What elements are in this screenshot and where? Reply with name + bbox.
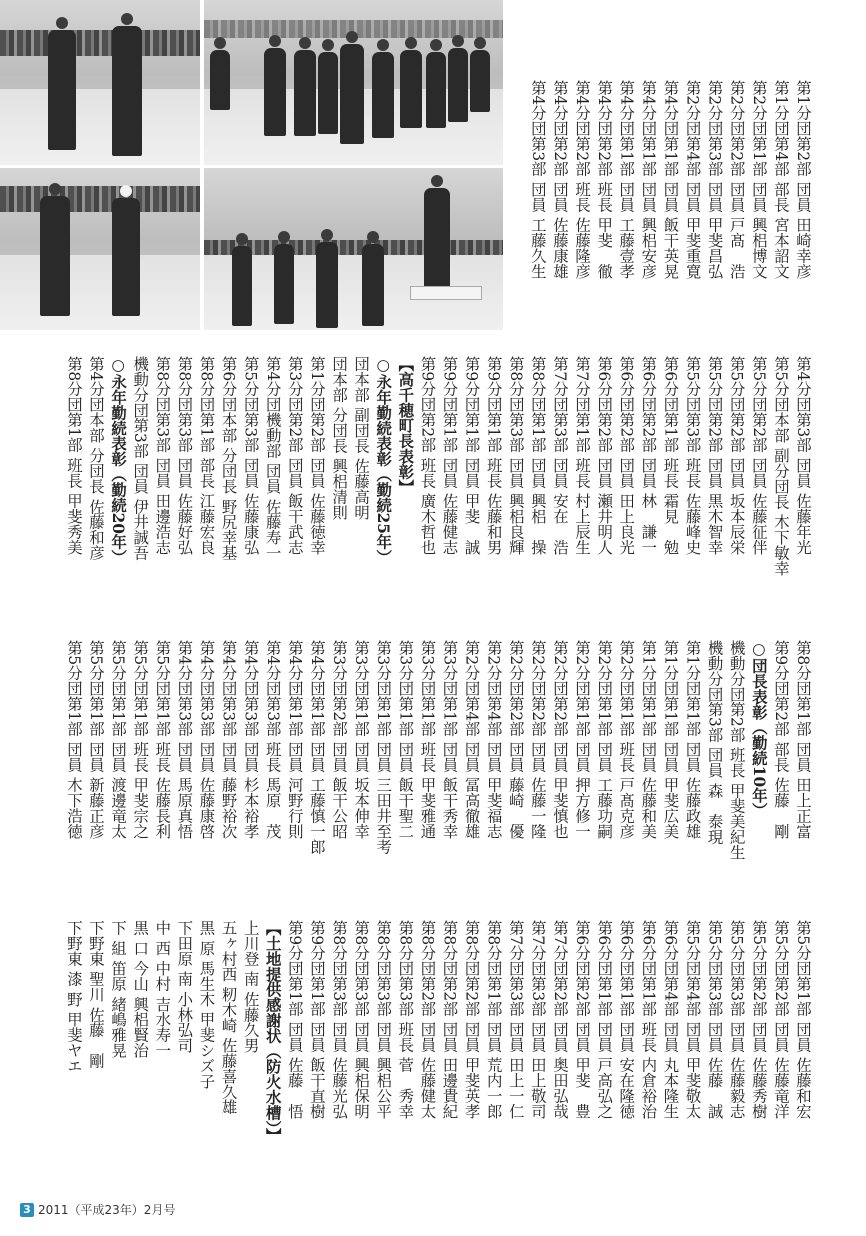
award-entry: 第1分団第4部 部長 宮本詔文 <box>771 80 790 279</box>
award-entry: 下田原 南 小林弘司 <box>175 920 194 1053</box>
section-heading: ○永年勤続表彰（勤続25年） <box>374 356 393 565</box>
award-entry: 第8分団第3部 団員 興梠良輝 <box>506 356 525 555</box>
award-entry: 第9分団第2部 部長 佐藤 剛 <box>771 640 790 839</box>
award-entry: 第5分団第1部 班長 佐藤長利 <box>153 640 172 839</box>
award-entry: 団本部 副団長 佐藤高明 <box>352 356 371 520</box>
award-entry: 第5分団第2部 団員 黒木智幸 <box>705 356 724 555</box>
award-entry: 第6分団第1部 班長 霜見 勉 <box>661 356 680 555</box>
photo-collage <box>0 0 503 330</box>
award-entry: 第4分団第1部 団員 工藤慎一郎 <box>307 640 326 855</box>
award-entry: 第8分団第3部 団員 興梠保明 <box>352 920 371 1119</box>
award-entry: 第5分団第3部 団員 佐藤毅志 <box>727 920 746 1119</box>
award-entry: 第9分団第1部 団員 佐藤 悟 <box>285 920 304 1119</box>
award-entry: 第8分団第2部 団員 田邊貴紀 <box>440 920 459 1119</box>
section-heading: 【土地提供感謝状（防火水槽）】 <box>263 920 282 1144</box>
award-entry: 第2分団第2部 団員 戸髙 浩 <box>727 80 746 279</box>
award-entry: 第6分団第1部 班長 内倉裕治 <box>639 920 658 1119</box>
award-entry: 第5分団第1部 団員 佐藤和宏 <box>794 920 812 1119</box>
award-entry: 第8分団第1部 部長 江藤宏良 <box>197 356 216 555</box>
award-entry: 第5分団第2部 団員 坂本辰栄 <box>727 356 746 555</box>
award-entry: 第1分団第1部 団員 佐藤政雄 <box>683 640 702 839</box>
photo-officers <box>0 168 200 330</box>
award-entry: 第2分団第2部 団員 甲斐慎也 <box>550 640 569 839</box>
award-entry: 第8分団第1部 団員 興梠 操 <box>528 356 547 555</box>
award-entry: 第9分団第2部 班長 廣木哲也 <box>418 356 437 555</box>
section-heading: ○団長表彰（勤続10年） <box>749 640 768 819</box>
award-entry: 第2分団第1部 団員 工藤功嗣 <box>595 640 614 839</box>
award-entry: 第6分団第2部 団員 林 謙一 <box>639 356 658 555</box>
award-entry: 第5分団第3部 団員 佐藤康弘 <box>241 356 260 555</box>
award-entry: 第6分団第2部 団員 瀬井明人 <box>595 356 614 555</box>
award-entry: 第5分団第2部 団員 佐藤秀樹 <box>749 920 768 1119</box>
award-entry: 第6分団第1部 団員 戸高弘之 <box>595 920 614 1119</box>
award-entry: 第8分団第2部 団員 甲斐英孝 <box>462 920 481 1119</box>
award-entry: 第2分団第4部 団員 冨高徹雄 <box>462 640 481 839</box>
award-entry: 第3分団第1部 団員 飯干聖二 <box>396 640 415 839</box>
photo-award-recipients <box>0 0 200 165</box>
award-entry: 下 組 笛原 緒嶋雅晃 <box>109 920 128 1058</box>
award-entry: 第5分団第2部 団員 佐藤征伴 <box>749 356 768 555</box>
award-entry: 第6分団第4部 団員 丸本隆生 <box>661 920 680 1119</box>
issue-date: 2011（平成23年）2月号 <box>38 1203 176 1217</box>
award-entry: 第7分団第3部 団員 安在 浩 <box>550 356 569 555</box>
award-entry: 第5分団第1部 団員 新藤正彦 <box>87 640 105 839</box>
award-entry: 第4分団第1部 団員 飯干英晃 <box>661 80 680 279</box>
award-entry: 第5分団第1部 団員 渡邊竜太 <box>109 640 128 839</box>
section-heading: 【高千穂町長表彰】 <box>396 356 415 495</box>
award-entry: 第4分団第1部 団員 河野行則 <box>285 640 304 839</box>
award-list-block-2 <box>63 356 814 576</box>
award-entry: 第4分団機動部 団員 佐藤寿一 <box>263 356 282 561</box>
award-entry: 団本部 分団長 興梠清則 <box>330 356 349 520</box>
award-entry: 機動分団第2部 班長 甲斐美紀生 <box>727 640 746 860</box>
award-entry: 第1分団第2部 団員 佐藤徳幸 <box>307 356 326 555</box>
award-entry: 第4分団第2部 班長 佐藤隆彦 <box>573 80 592 279</box>
award-entry: 第1分団第2部 団員 田崎幸彦 <box>794 80 812 279</box>
award-entry: 第4分団本部 分団長 佐藤和彦 <box>87 356 105 561</box>
award-entry: 第1分団第1部 団員 佐藤和美 <box>639 640 658 839</box>
award-entry: 黒 原 馬生木 甲斐シズ子 <box>197 920 216 1089</box>
award-entry: 第4分団第3部 団員 杉本裕孝 <box>241 640 260 839</box>
award-entry: 第6分団第2部 団員 田上良光 <box>617 356 636 555</box>
award-entry: 第2分団第2部 団員 藤崎 優 <box>506 640 525 839</box>
award-entry: 第5分団第3部 団員 佐藤 誠 <box>705 920 724 1119</box>
award-entry: 第3分団第1部 団員 坂本伸幸 <box>352 640 371 839</box>
award-list-block-4 <box>63 920 814 1143</box>
award-entry: 第8分団第3部 団員 佐藤光弘 <box>330 920 349 1119</box>
award-entry: 第3分団第2部 団員 飯干武志 <box>285 356 304 555</box>
award-entry: 第7分団第3部 団員 田上敬司 <box>528 920 547 1119</box>
award-entry: 第7分団第1部 班長 村上辰生 <box>573 356 592 555</box>
award-entry: 第4分団第2部 班長 甲斐 徹 <box>595 80 614 279</box>
award-entry: 五ヶ村西 籾木崎 佐藤喜久雄 <box>219 920 238 1115</box>
section-heading: ○永年勤続表彰（勤続20年） <box>109 356 128 565</box>
award-entry: 第5分団第1部 班長 甲斐宗之 <box>131 640 150 839</box>
award-entry: 第9分団第1部 団員 佐藤健志 <box>440 356 459 555</box>
award-entry: 第4分団第3部 班長 馬原 茂 <box>263 640 282 839</box>
award-entry: 第4分団第3部 団員 佐藤康啓 <box>197 640 216 839</box>
award-entry: 第5分団第3部 班長 佐藤峰史 <box>683 356 702 555</box>
award-entry: 第6分団第1部 団員 安在隆徳 <box>617 920 636 1119</box>
award-entry: 第5分団第2部 団員 佐藤竜洋 <box>771 920 790 1119</box>
award-list-block-3 <box>63 640 814 860</box>
award-entry: 第8分団第3部 班長 菅 秀幸 <box>396 920 415 1119</box>
award-entry: 第3分団第1部 班長 甲斐雅通 <box>418 640 437 839</box>
page-number: 3 <box>20 1203 34 1217</box>
award-entry: 第3分団第2部 団員 飯干公昭 <box>330 640 349 839</box>
award-entry: 第4分団第2部 団員 佐藤康雄 <box>550 80 569 279</box>
award-entry: 第9分団第1部 団員 甲斐 誠 <box>462 356 481 555</box>
award-entry: 第3分団第1部 団員 飯干秀幸 <box>440 640 459 839</box>
award-entry: 第2分団第2部 団員 佐藤一隆 <box>528 640 547 839</box>
award-entry: 第7分団第2部 団員 奥田弘哉 <box>550 920 569 1119</box>
award-entry: 第5分団第4部 団員 甲斐敬太 <box>683 920 702 1119</box>
award-list-block-1 <box>527 80 814 279</box>
award-entry: 第4分団第3部 団員 工藤久生 <box>528 80 547 279</box>
award-entry: 第6分団本部 分団長 野尻幸基 <box>219 356 238 561</box>
award-entry: 第5分団本部 副分団長 木下敏幸 <box>771 356 790 576</box>
award-entry: 第2分団第3部 団員 甲斐昌弘 <box>705 80 724 279</box>
award-entry: 機動分団第3部 団員 伊井誠吾 <box>131 356 150 561</box>
award-entry: 第2分団第4部 団員 甲斐福志 <box>484 640 503 839</box>
award-entry: 第4分団第1部 団員 興梠安彦 <box>639 80 658 279</box>
award-entry: 黒 口 今山 興梠賢治 <box>131 920 150 1058</box>
award-entry: 機動分団第3部 団員 森 泰現 <box>705 640 724 845</box>
award-entry: 第7分団第3部 団員 田上一仁 <box>506 920 525 1119</box>
award-entry: 第2分団第4部 団員 甲斐重寛 <box>683 80 702 279</box>
award-entry: 第2分団第1部 班長 戸髙克彦 <box>617 640 636 839</box>
award-entry: 中 西 中村 吉水寿一 <box>153 920 172 1058</box>
photo-saluting-line <box>204 0 503 165</box>
award-entry: 第2分団第1部 団員 押方修一 <box>573 640 592 839</box>
award-entry: 第8分団第1部 団員 荒内一郎 <box>484 920 503 1119</box>
page-footer <box>20 1201 175 1218</box>
award-entry: 第4分団第3部 団員 佐藤年光 <box>794 356 812 555</box>
award-entry: 下野東 聖川 佐藤 剛 <box>87 920 105 1069</box>
award-entry: 上川登 南 佐藤久男 <box>241 920 260 1053</box>
award-entry: 第9分団第1部 団員 飯干直樹 <box>307 920 326 1119</box>
award-entry: 第4分団第3部 団員 藤野裕次 <box>219 640 238 839</box>
award-entry: 第6分団第2部 団員 甲斐 豊 <box>573 920 592 1119</box>
award-entry: 第9分団第1部 班長 佐藤和男 <box>484 356 503 555</box>
award-entry: 第2分団第1部 団員 興梠博文 <box>749 80 768 279</box>
award-entry: 第3分団第1部 団員 三田井至考 <box>374 640 393 855</box>
award-entry: 第4分団第1部 団員 工藤壹孝 <box>617 80 636 279</box>
award-entry: 第8分団第1部 班長 甲斐秀美 <box>64 356 83 555</box>
award-entry: 第4分団第3部 団員 馬原真悟 <box>175 640 194 839</box>
award-entry: 第1分団第1部 団員 甲斐広美 <box>661 640 680 839</box>
award-entry: 下野東 漆 野 甲斐ヤエ <box>64 920 83 1074</box>
award-entry: 第8分団第1部 団員 田上正富 <box>794 640 812 839</box>
photo-ceremony-speech <box>204 168 503 330</box>
award-entry: 第8分団第3部 団員 興梠公平 <box>374 920 393 1119</box>
award-entry: 第8分団第3部 団員 佐藤好弘 <box>175 356 194 555</box>
award-entry: 第8分団第3部 団員 田邊浩志 <box>153 356 172 555</box>
award-entry: 第8分団第2部 団員 佐藤健太 <box>418 920 437 1119</box>
award-entry: 第5分団第1部 団員 木下浩徳 <box>64 640 83 839</box>
